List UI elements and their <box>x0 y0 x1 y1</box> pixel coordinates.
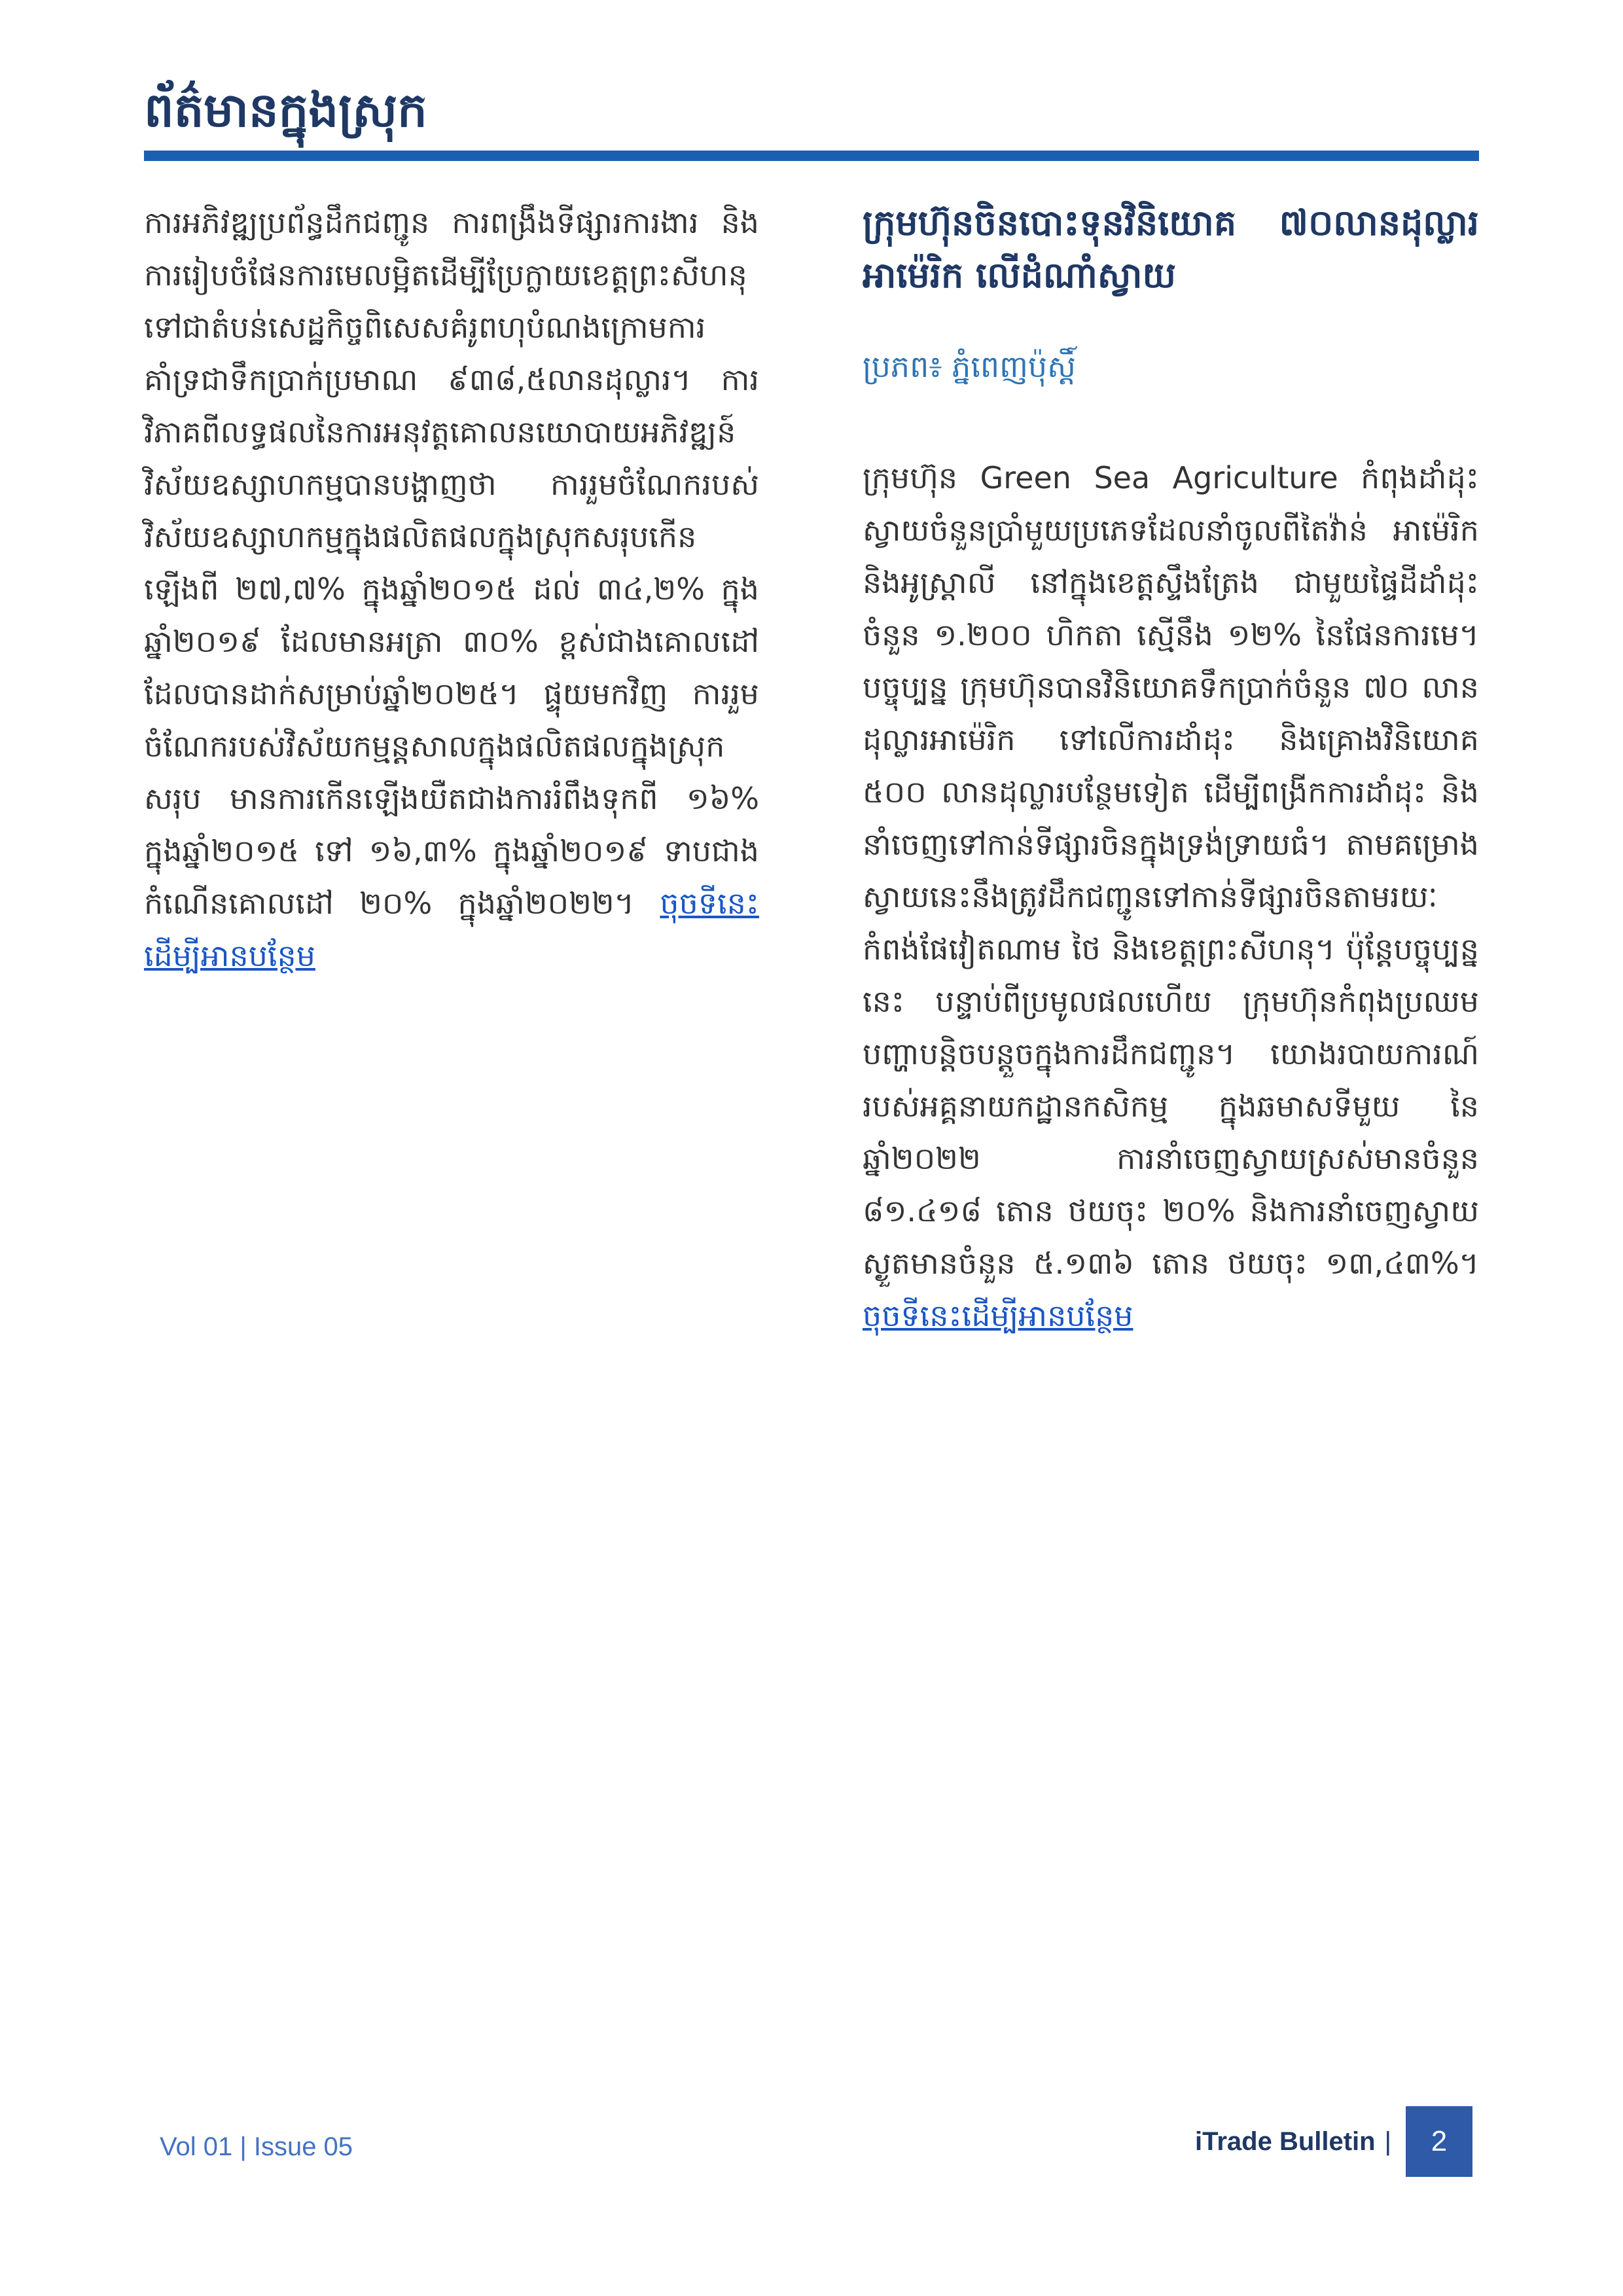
read-more-link[interactable]: ចុចទីនេះដើម្បីអានបន្ថែម <box>863 1298 1133 1333</box>
bulletin-name: iTrade Bulletin <box>1195 2126 1376 2156</box>
article-body-text: ក្រុមហ៊ុន Green Sea Agriculture កំពុងដាំដុះស្វាយចំនួនប្រាំមួយប្រភេទដែលនាំចូលពីតៃវ៉ាន់ អាម៉េរិក និងអូស្ត្រាលី នៅក្នុងខេត្តស្ទឹងត្រែង ជាមួយផ្ទៃដីដាំដុះចំនួន ១.២០០ ហិកតា ស្មើនឹង ១២% នៃផែនការមេ។ បច្ចុប្បន្ន ក្រុមហ៊ុនបានវិនិយោគទឹកប្រាក់ចំនួន ៧០ លានដុល្លារអាម៉េរិក ទៅលើការដាំដុះ និងគ្រោងវិនិយោគ ៥០០ លានដុល្លារបន្ថែមទៀត ដើម្បីពង្រីកការដាំដុះ និងនាំចេញទៅកាន់ទីផ្សារចិនក្នុងទ្រង់ទ្រាយធំ។ តាមគម្រោង ស្វាយនេះនឹងត្រូវដឹកជញ្ជូនទៅកាន់ទីផ្សារចិនតាមរយៈកំពង់ផែវៀតណាម ថៃ និងខេត្តព្រះសីហនុ។ ប៉ុន្តែបច្ចុប្បន្ននេះ បន្ទាប់ពីប្រមូលផលហើយ ក្រុមហ៊ុនកំពុងប្រឈមបញ្ហាបន្តិចបន្តួចក្នុងការដឹកជញ្ជូន។ យោងរបាយការណ៍របស់អគ្គនាយកដ្ឋានកសិកម្ម ក្នុងឆមាសទីមួយ នៃឆ្នាំ២០២២ ការនាំចេញស្វាយស្រស់មានចំនួន ៨១.៤១៨ តោន ថយចុះ ២០% និងការនាំចេញស្វាយស្ងួតមានចំនួន ៥.១៣៦ តោន ថយចុះ ១៣,៤៣%។ <box>863 460 1479 1281</box>
read-more-link[interactable]: ចុចទីនេះដើម្បីអានបន្ថែម <box>144 886 759 973</box>
page-number: 2 <box>1406 2106 1472 2177</box>
article-source: ប្រភព៖ ភ្នំពេញប៉ុស្តិ៍ <box>863 349 1076 384</box>
article-body <box>863 452 1479 1342</box>
section-title: ព័ត៌មានក្នុងស្រុក <box>144 82 427 137</box>
header-rule <box>144 151 1479 161</box>
footer-brand <box>1195 2106 1472 2177</box>
left-column <box>144 196 759 982</box>
article-body <box>144 196 759 982</box>
issue-info: Vol 01 | Issue 05 <box>160 2132 353 2161</box>
article-headline: ក្រុមហ៊ុនចិនបោះទុនវិនិយោគ ៧០លានដុល្លារអាម៉េរិក លើដំណាំស្វាយ <box>863 202 1479 296</box>
article-body-text: ការអភិវឌ្ឍប្រព័ន្ធដឹកជញ្ជូន ការពង្រឹងទីផ្សារការងារ និងការរៀបចំផែនការមេលម្អិតដើម្បីប្រែក្លាយខេត្តព្រះសីហនុទៅជាតំបន់សេដ្ឋកិច្ចពិសេសគំរូពហុបំណងក្រោមការគាំទ្រជាទឹកប្រាក់ប្រមាណ ៩៣៨,៥លានដុល្លារ។ ការវិភាគពីលទ្ធផលនៃការអនុវត្តគោលនយោបាយអភិវឌ្ឍន៍វិស័យឧស្សាហកម្មបានបង្ហាញថា ការរួមចំណែករបស់វិស័យឧស្សាហកម្មក្នុងផលិតផលក្នុងស្រុកសរុបកើនឡើងពី ២៧,៧% ក្នុងឆ្នាំ២០១៥ ដល់ ៣៤,២% ក្នុងឆ្នាំ២០១៩ ដែលមានអត្រា ៣០% ខ្ពស់ជាងគោលដៅដែលបានដាក់សម្រាប់ឆ្នាំ២០២៥។ ផ្ទុយមកវិញ ការរួមចំណែករបស់វិស័យកម្មន្តសាលក្នុងផលិតផលក្នុងស្រុកសរុប មានការកើនឡើងយឺតជាងការរំពឹងទុកពី ១៦% ក្នុងឆ្នាំ២០១៥ ទៅ ១៦,៣% ក្នុងឆ្នាំ២០១៩ ទាបជាងកំណើនគោលដៅ ២០% ក្នុងឆ្នាំ២០២២។ <box>144 205 759 921</box>
footer-separator: | <box>1384 2126 1391 2156</box>
right-column <box>863 196 1479 1342</box>
